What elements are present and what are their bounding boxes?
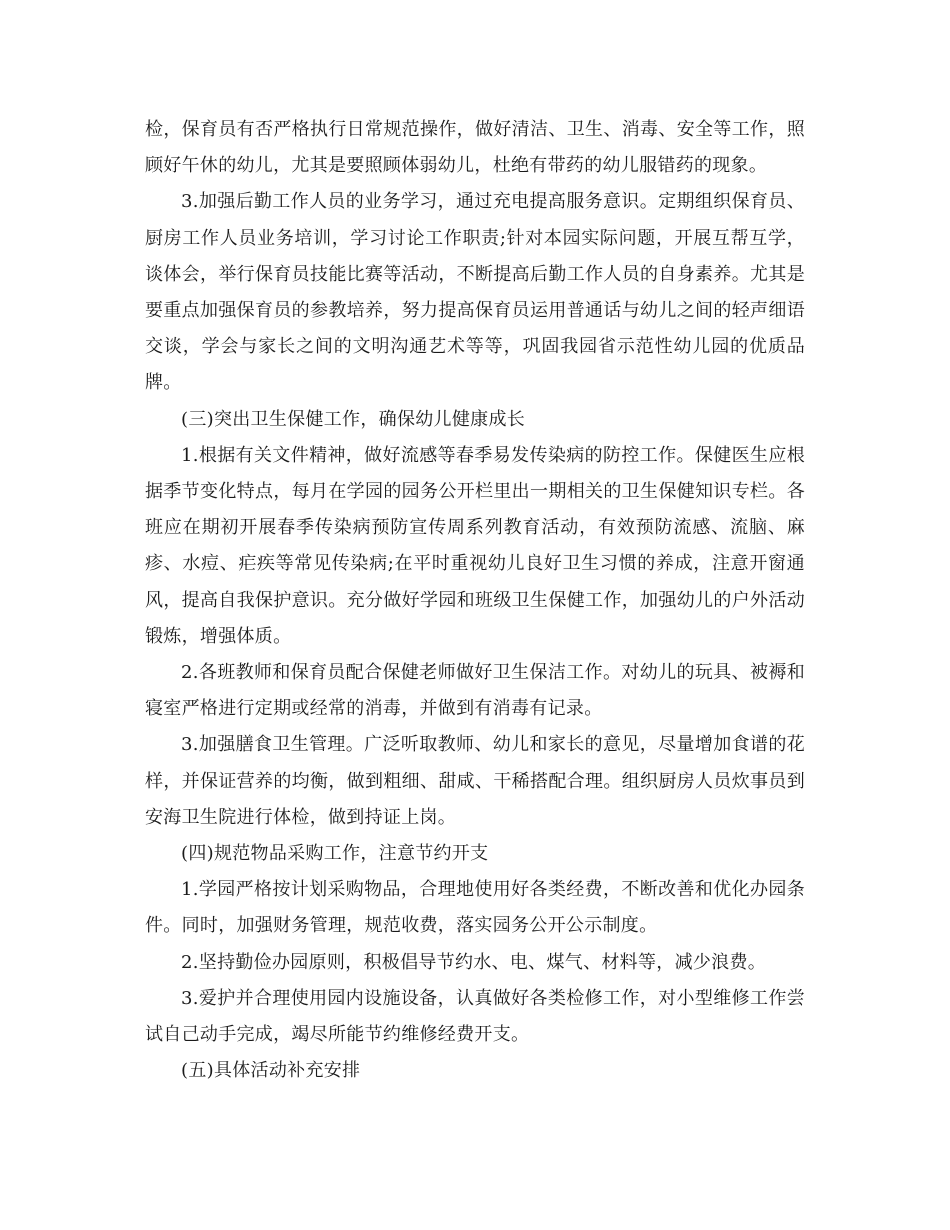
section-heading-5: (五)具体活动补充安排 (181, 1060, 361, 1082)
paragraph-2: 3.加强后勤工作人员的业务学习，通过充电提高服务意识。定期组织保育员、厨房工作人员业务培训，学习讨论工作职责;针对本园实际问题，开展互帮互学，谈体会，举行保育员技能比赛等活动，不断提高后勤工作人员的自身素养。尤其是要重点加强保育员的参教培养，努力提高保育员运用普通话与幼儿之间的轻声细语交谈，学会与家长之间的文明沟通艺术等等，巩固我园省示范性幼儿园的优质品牌。 (145, 191, 805, 394)
section-heading-3: (三)突出卫生保健工作，确保幼儿健康成长 (181, 408, 526, 430)
document-body (145, 112, 805, 1089)
section-heading-4: (四)规范物品采购工作，注意节约开支 (181, 843, 489, 865)
paragraph-5: 2.各班教师和保育员配合保健老师做好卫生保洁工作。对幼儿的玩具、被褥和寝室严格进行定期或经常的消毒，并做到有消毒有记录。 (145, 662, 805, 720)
paragraph-10: 3.爱护并合理使用园内设施设备，认真做好各类检修工作，对小型维修工作尝试自己动手完成，竭尽所能节约维修经费开支。 (145, 987, 805, 1046)
paragraph-4: 1.根据有关文件精神，做好流感等春季易发传染病的防控工作。保健医生应根据季节变化特点，每月在学园的园务公开栏里出一期相关的卫生保健知识专栏。各班应在期初开展春季传染病预防宣传周系列教育活动，有效预防流感、流脑、麻疹、水痘、疟疾等常见传染病;在平时重视幼儿良好卫生习惯的养成，注意开窗通风，提高自我保护意识。充分做好学园和班级卫生保健工作，加强幼儿的户外活动锻炼，增强体质。 (145, 444, 805, 647)
paragraph-6: 3.加强膳食卫生管理。广泛听取教师、幼儿和家长的意见，尽量增加食谱的花样，并保证营养的均衡，做到粗细、甜咸、干稀搭配合理。组织厨房人员炊事员到安海卫生院进行体检，做到持证上岗。 (145, 734, 805, 828)
paragraph-1: 检，保育员有否严格执行日常规范操作，做好清洁、卫生、消毒、安全等工作，照顾好午休的幼儿，尤其是要照顾体弱幼儿，杜绝有带药的幼儿服错药的现象。 (145, 119, 805, 177)
paragraph-8: 1.学园严格按计划采购物品，合理地使用好各类经费，不断改善和优化办园条件。同时，加强财务管理，规范收费，落实园务公开公示制度。 (145, 879, 805, 937)
paragraph-9: 2.坚持勤俭办园原则，积极倡导节约水、电、煤气、材料等，减少浪费。 (181, 951, 767, 973)
